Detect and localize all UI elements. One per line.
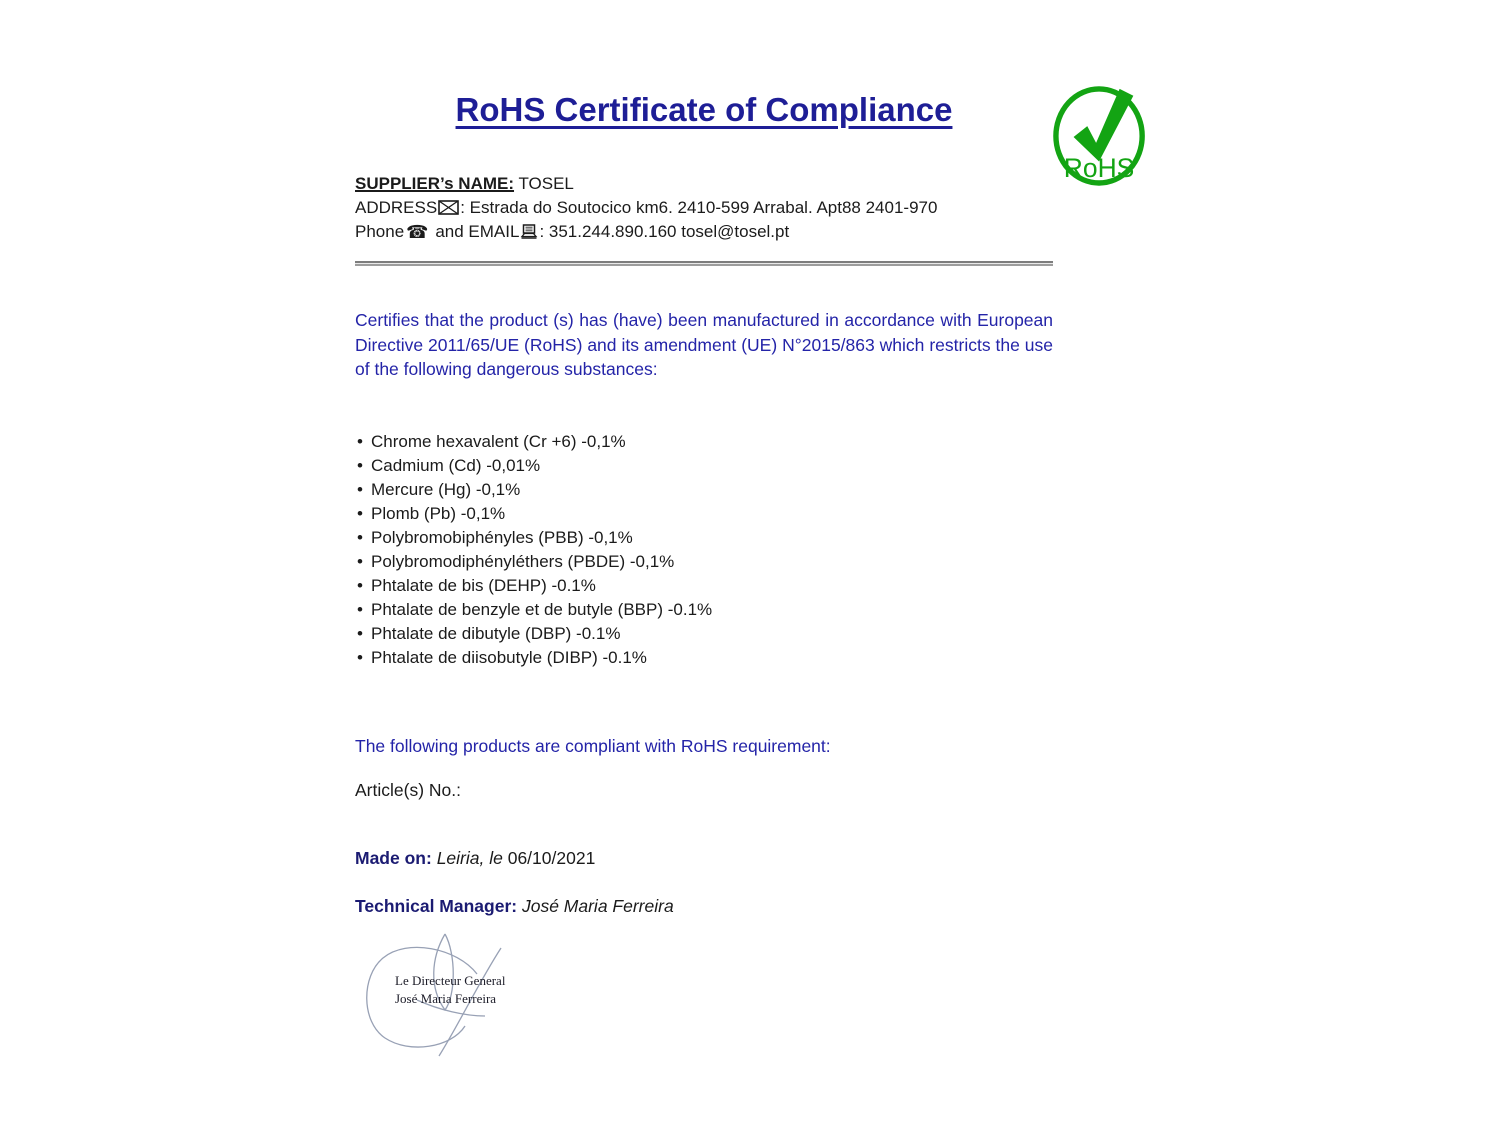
divider (355, 261, 1053, 266)
substances-list (355, 430, 1053, 670)
list-item: • Polybromodiphényléthers (PBDE) -0,1% (355, 550, 1053, 574)
address-value: : Estrada do Soutocico km6. 2410-599 Arrabal. Apt88 2401-970 (460, 198, 938, 217)
list-item: • Mercure (Hg) -0,1% (355, 478, 1053, 502)
list-item: • Chrome hexavalent (Cr +6) -0,1% (355, 430, 1053, 454)
made-on-date: 06/10/2021 (507, 847, 596, 868)
made-on-line (355, 846, 1053, 870)
technical-manager-label: Technical Manager: (355, 895, 518, 916)
list-item: • Phtalate de bis (DEHP) -0.1% (355, 574, 1053, 598)
supplier-name-line (355, 172, 1053, 196)
made-on-place: Leiria, le (436, 847, 503, 868)
signature-caption-line1: Le Directeur General (395, 972, 506, 988)
supplier-name-label: SUPPLIER’s NAME: (355, 174, 515, 193)
checkmark-icon (1074, 89, 1134, 162)
articles-label: Article(s) No.: (355, 779, 461, 800)
phone-label: Phone (355, 222, 405, 241)
page-title: RoHS Certificate of Compliance (455, 91, 953, 128)
list-item: • Phtalate de dibutyle (DBP) -0.1% (355, 622, 1053, 646)
made-on-label: Made on: (355, 847, 432, 868)
rohs-logo (1052, 80, 1150, 188)
list-item: • Phtalate de diisobutyle (DIBP) -0.1% (355, 646, 1053, 670)
address-label: ADDRESS (355, 198, 438, 217)
signature-block (359, 932, 659, 1057)
supplier-address-line (355, 196, 1053, 220)
list-item: • Phtalate de benzyle et de butyle (BBP) -0.1% (355, 598, 1053, 622)
supplier-info (355, 172, 1053, 245)
signature-caption-line2: José Maria Ferreira (395, 991, 497, 1006)
phone-icon: ☎ (406, 222, 429, 243)
envelope-icon (438, 200, 459, 215)
technical-manager-line (355, 894, 1053, 918)
technical-manager-name: José Maria Ferreira (521, 895, 674, 916)
list-item: • Cadmium (Cd) -0,01% (355, 454, 1053, 478)
supplier-contact-line (355, 220, 1053, 245)
contact-value: : 351.244.890.160 tosel@tosel.pt (539, 222, 790, 241)
signature-caption (395, 972, 505, 1009)
supplier-name-value: TOSEL (518, 174, 574, 193)
list-item: • Plomb (Pb) -0,1% (355, 502, 1053, 526)
certification-paragraph: Certifies that the product (s) has (have) been manufactured in accordance with European Directive 2011/65/UE (RoHS) and its amendment (UE) N°2015/863 which restricts the use of the following dangerous substances: (355, 310, 1053, 379)
email-label: and EMAIL (435, 222, 520, 241)
rohs-logo-label: RoHS (1063, 153, 1135, 184)
list-item: • Polybromobiphényles (PBB) -0,1% (355, 526, 1053, 550)
computer-icon (520, 224, 538, 239)
compliance-statement: The following products are compliant with RoHS requirement: (355, 735, 831, 756)
